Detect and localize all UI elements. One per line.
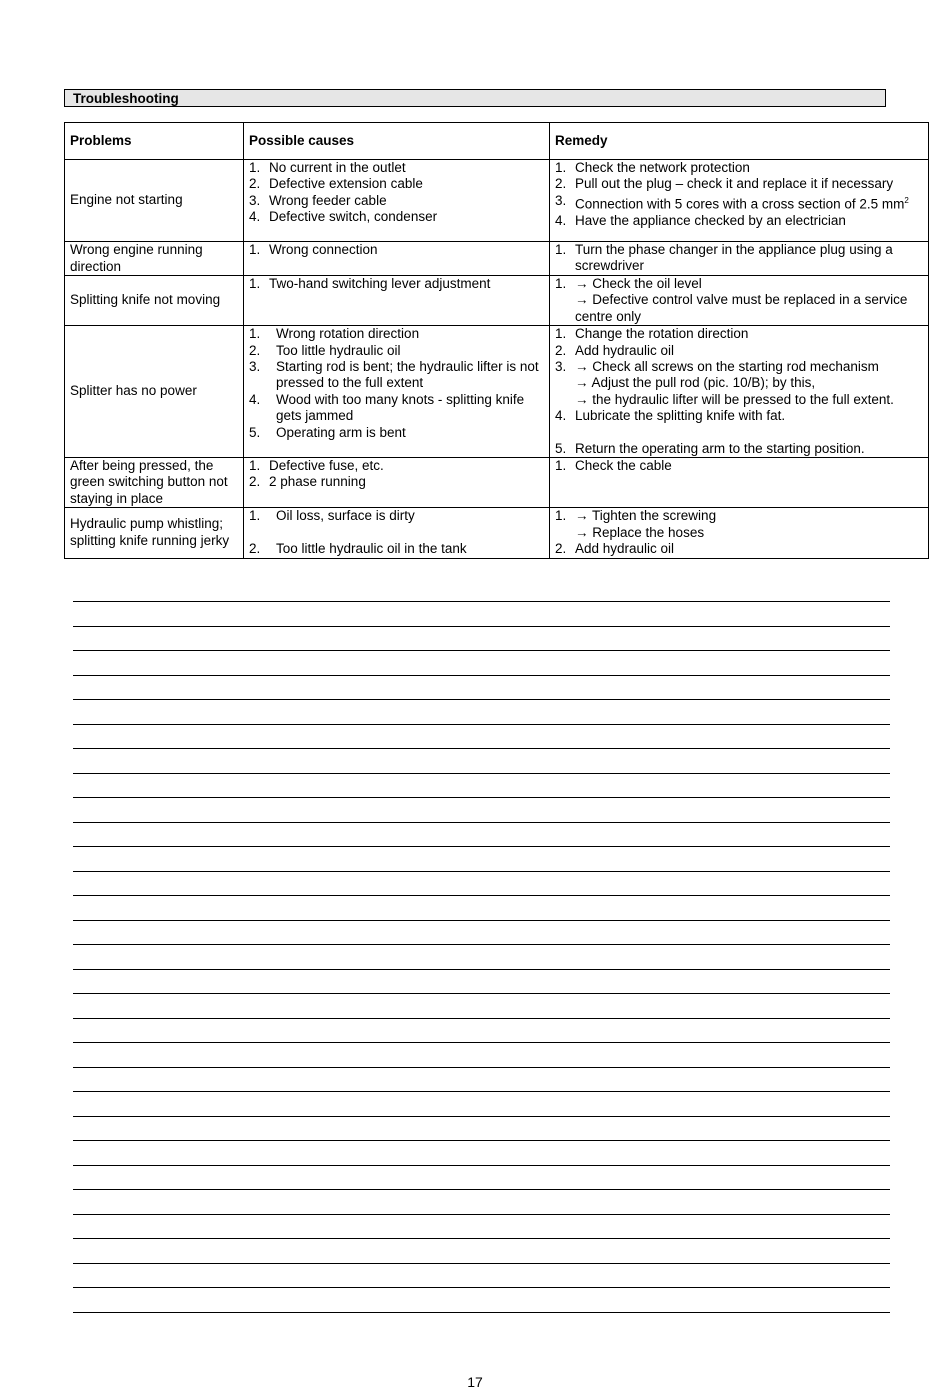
- item-number: 5.: [555, 440, 567, 456]
- item-number: 1.: [555, 458, 567, 474]
- item-number: 2.: [249, 342, 261, 358]
- item-number: 4.: [555, 212, 567, 228]
- item-text: [575, 359, 923, 375]
- ruled-line: [73, 699, 890, 700]
- item-text: [575, 375, 923, 391]
- item-text-content: Check the cable: [575, 458, 672, 474]
- list-item: [555, 359, 923, 375]
- item-text: [575, 392, 923, 408]
- item-text-content: Defective fuse, etc.: [269, 458, 384, 474]
- problem-cell: Wrong engine running direction: [65, 242, 244, 276]
- list-item: [555, 292, 923, 325]
- item-text: [276, 392, 544, 425]
- item-number: 1.: [249, 276, 261, 291]
- list-item: [555, 392, 923, 408]
- item-text: [269, 474, 544, 490]
- ruled-line: [73, 1189, 890, 1190]
- item-text-content: Starting rod is bent; the hydraulic lifter is not pressed to the full extent: [276, 359, 539, 391]
- ruled-line: [73, 724, 890, 725]
- item-text: [575, 213, 923, 229]
- item-text-content: → the hydraulic lifter will be pressed to the full extent.: [575, 391, 894, 407]
- item-text: [575, 160, 923, 176]
- item-text: [575, 541, 923, 557]
- table-row: [65, 326, 929, 458]
- remedy-cell: [550, 160, 929, 242]
- problem-cell: Hydraulic pump whistling; splitting knife running jerky: [65, 508, 244, 558]
- causes-cell: [244, 458, 550, 508]
- causes-cell: [244, 326, 550, 458]
- item-text-content: Too little hydraulic oil in the tank: [276, 540, 467, 556]
- item-text-content: Operating arm is bent: [276, 424, 406, 440]
- causes-cell: [244, 160, 550, 242]
- item-text-content: No current in the outlet: [269, 160, 406, 175]
- list-item: [249, 276, 544, 292]
- list-item: [249, 392, 544, 425]
- superscript: 2: [904, 195, 909, 205]
- item-number: 3.: [249, 192, 261, 208]
- list-item: [249, 343, 544, 359]
- ruled-line: [73, 944, 890, 945]
- ruled-line: [73, 1042, 890, 1043]
- item-text: [269, 276, 544, 292]
- list-item: [555, 375, 923, 391]
- ruled-line: [73, 1091, 890, 1092]
- item-text: [575, 242, 923, 275]
- table-row: [65, 458, 929, 508]
- list-item: [555, 242, 923, 275]
- item-text: [575, 458, 923, 474]
- problem-cell: After being pressed, the green switching button not staying in place: [65, 458, 244, 508]
- ruled-line: [73, 1214, 890, 1215]
- list-item: [249, 176, 544, 192]
- ruled-line: [73, 822, 890, 823]
- item-text-content: Defective extension cable: [269, 176, 423, 192]
- remedy-cell: [550, 242, 929, 276]
- ruled-line: [73, 1018, 890, 1019]
- item-text: [269, 242, 544, 258]
- item-number: 2.: [249, 176, 261, 192]
- problem-cell: Splitting knife not moving: [65, 276, 244, 326]
- item-text-content: Pull out the plug – check it and replace it if necessary: [575, 176, 894, 192]
- list-item: [555, 276, 923, 292]
- list-item: [555, 160, 923, 176]
- item-text: [575, 441, 923, 457]
- list-item: [555, 541, 923, 557]
- item-text: [575, 292, 923, 325]
- problem-cell: Splitter has no power: [65, 326, 244, 458]
- item-text: [575, 326, 923, 342]
- item-text: [276, 541, 544, 557]
- header-possible-causes: Possible causes: [244, 123, 550, 160]
- item-text-content: 2 phase running: [269, 474, 366, 490]
- item-text: [575, 176, 923, 192]
- item-text: [276, 425, 544, 441]
- item-number: 3.: [249, 359, 261, 375]
- table-header-row: [65, 123, 929, 160]
- ruled-line: [73, 773, 890, 774]
- item-text-content: Wrong connection: [269, 242, 378, 257]
- list-item: [555, 525, 923, 541]
- ruled-line: [73, 1116, 890, 1117]
- causes-cell: [244, 508, 550, 558]
- item-text-content: → Adjust the pull rod (pic. 10/B); by this,: [575, 375, 816, 391]
- table-row: [65, 276, 929, 326]
- section-title: Troubleshooting: [64, 89, 886, 107]
- item-number: 1.: [555, 326, 567, 342]
- list-spacer: [249, 525, 544, 541]
- ruled-line: [73, 1067, 890, 1068]
- ruled-line: [73, 895, 890, 896]
- item-text: [276, 343, 544, 359]
- ruled-line: [73, 797, 890, 798]
- item-number: 2.: [249, 474, 261, 490]
- list-item: [555, 343, 923, 359]
- item-text-content: → Replace the hoses: [575, 524, 705, 540]
- item-number: 1.: [249, 458, 261, 474]
- item-text-content: → Check the oil level: [575, 276, 702, 291]
- item-text: [575, 525, 923, 541]
- list-item: [249, 425, 544, 441]
- list-item: [249, 458, 544, 474]
- ruled-line: [73, 920, 890, 921]
- ruled-line: [73, 846, 890, 847]
- list-item: [555, 176, 923, 192]
- list-item: [249, 359, 544, 392]
- list-item: [249, 541, 544, 557]
- item-number: 1.: [555, 276, 567, 291]
- list-item: [555, 508, 923, 524]
- item-text: [269, 193, 544, 209]
- list-item: [249, 160, 544, 176]
- ruled-line: [73, 626, 890, 627]
- list-item: [555, 458, 923, 474]
- item-text-content: Return the operating arm to the starting position.: [575, 440, 865, 456]
- item-text-content: Add hydraulic oil: [575, 541, 675, 557]
- item-text: [276, 359, 544, 392]
- item-text: [276, 508, 544, 524]
- item-text: [269, 176, 544, 192]
- item-text-content: Oil loss, surface is dirty: [276, 508, 415, 524]
- remedy-cell: [550, 326, 929, 458]
- ruled-line: [73, 601, 890, 602]
- item-text: [575, 276, 923, 292]
- list-item: [249, 474, 544, 490]
- list-item: [555, 213, 923, 229]
- list-item: [249, 209, 544, 225]
- item-text-content: Too little hydraulic oil: [276, 342, 401, 358]
- list-item: [555, 408, 923, 424]
- ruled-line: [73, 675, 890, 676]
- ruled-line: [73, 1263, 890, 1264]
- item-text: [276, 326, 544, 342]
- item-text-content: Wood with too many knots - splitting knife gets jammed: [276, 391, 525, 424]
- header-remedy: Remedy: [550, 123, 929, 160]
- item-number: 2.: [555, 176, 567, 192]
- list-item: [555, 193, 923, 213]
- item-text: [269, 160, 544, 176]
- item-number: 1.: [249, 508, 261, 524]
- item-text-content: Add hydraulic oil: [575, 342, 675, 358]
- item-text: [575, 343, 923, 359]
- ruled-line: [73, 993, 890, 994]
- item-text: [575, 408, 923, 424]
- item-number: 1.: [555, 242, 567, 257]
- list-item: [249, 242, 544, 258]
- ruled-line: [73, 1140, 890, 1141]
- list-item: [555, 441, 923, 457]
- item-text-content: → Defective control valve must be replaced in a service centre only: [575, 292, 908, 324]
- remedy-cell: [550, 508, 929, 558]
- ruled-line: [73, 1287, 890, 1288]
- item-number: 2.: [555, 342, 567, 358]
- item-number: 1.: [249, 326, 261, 342]
- item-text-content: Change the rotation direction: [575, 326, 749, 342]
- ruled-line: [73, 650, 890, 651]
- item-number: 2.: [555, 541, 567, 557]
- item-text-content: Have the appliance checked by an electrician: [575, 212, 846, 228]
- item-text-content: Connection with 5 cores with a cross section of 2.5 mm: [575, 196, 905, 212]
- troubleshooting-table: [64, 122, 929, 559]
- item-text-content: → Check all screws on the starting rod mechanism: [575, 359, 879, 375]
- item-text-content: Check the network protection: [575, 160, 750, 175]
- problem-cell: Engine not starting: [65, 160, 244, 242]
- item-number: 2.: [249, 540, 261, 556]
- ruled-line: [73, 871, 890, 872]
- item-number: 1.: [249, 242, 261, 257]
- list-item: [249, 193, 544, 209]
- item-number: 1.: [555, 160, 567, 175]
- item-number: 4.: [555, 408, 567, 424]
- item-number: 3.: [555, 192, 567, 208]
- item-text: [575, 508, 923, 524]
- table-row: [65, 508, 929, 558]
- item-number: 1.: [249, 160, 261, 175]
- page-number: 17: [467, 1374, 483, 1390]
- item-text-content: Defective switch, condenser: [269, 209, 438, 225]
- item-text: [575, 193, 923, 213]
- table-row: [65, 242, 929, 276]
- ruled-line: [73, 1238, 890, 1239]
- remedy-cell: [550, 458, 929, 508]
- table-row: [65, 160, 929, 242]
- list-item: [249, 326, 544, 342]
- item-text: [269, 458, 544, 474]
- causes-cell: [244, 276, 550, 326]
- item-text: [269, 209, 544, 225]
- causes-cell: [244, 242, 550, 276]
- item-text-content: Lubricate the splitting knife with fat.: [575, 408, 786, 424]
- list-item: [555, 326, 923, 342]
- ruled-line: [73, 969, 890, 970]
- item-text-content: Wrong feeder cable: [269, 192, 387, 208]
- item-number: 1.: [555, 508, 567, 524]
- header-problems: Problems: [65, 123, 244, 160]
- item-text-content: Turn the phase changer in the appliance plug using a screwdriver: [575, 242, 893, 274]
- item-text-content: Two-hand switching lever adjustment: [269, 276, 491, 291]
- item-number: 4.: [249, 391, 261, 407]
- item-number: 5.: [249, 424, 261, 440]
- remedy-cell: [550, 276, 929, 326]
- item-text-content: → Tighten the screwing: [575, 508, 717, 524]
- item-number: 4.: [249, 209, 261, 225]
- item-number: 3.: [555, 359, 567, 375]
- list-item: [249, 508, 544, 524]
- list-spacer: [555, 425, 923, 441]
- ruled-line: [73, 748, 890, 749]
- item-text-content: Wrong rotation direction: [276, 326, 420, 342]
- ruled-line: [73, 1165, 890, 1166]
- ruled-line: [73, 1312, 890, 1313]
